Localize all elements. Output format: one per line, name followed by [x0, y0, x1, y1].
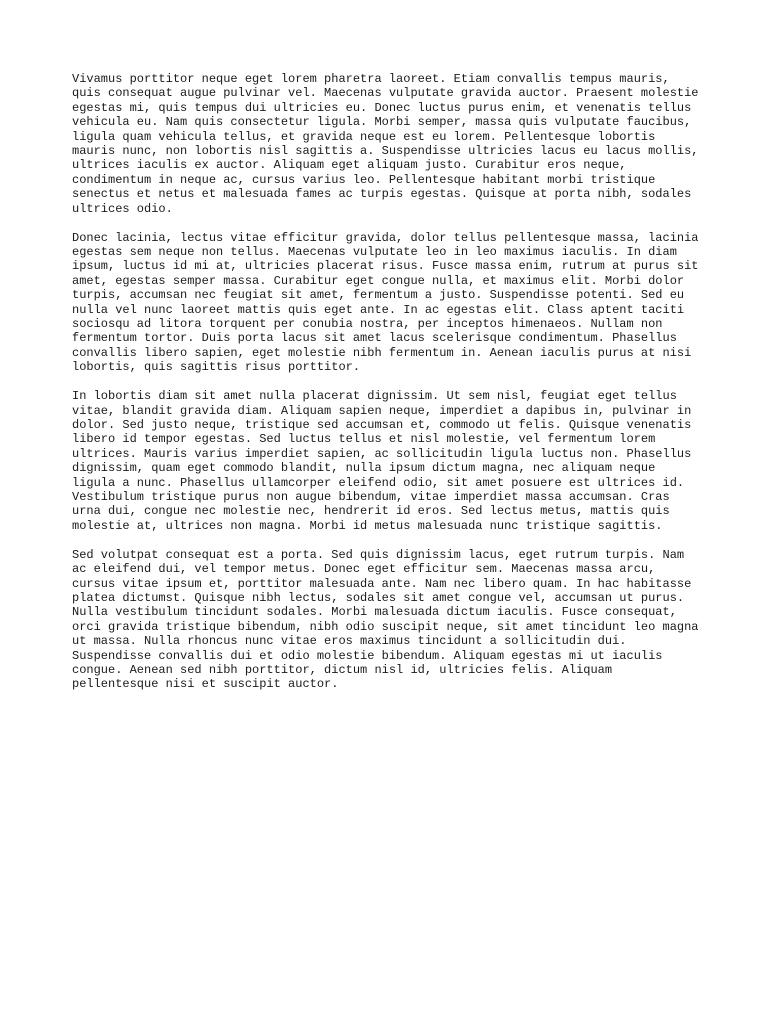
paragraph-2: Donec lacinia, lectus vitae efficitur gravida, dolor tellus pellentesque massa, lacinia egestas sem neque non tellus. Maecenas vulputate leo in leo maximus iaculis. In diam ipsum, luctus id mi at, ultricies placerat risus. Fusce massa enim, rutrum at purus sit amet, egestas semper massa. Curabitur eget congue nulla, et maximus elit. Morbi dolor turpis, accumsan nec feugiat sit amet, fermentum a justo. Suspendisse potenti. Sed eu nulla vel nunc laoreet mattis quis eget ante. In ac egestas elit. Class aptent taciti sociosqu ad litora torquent per conubia nostra, per inceptos himenaeos. Nullam non fermentum tortor. Duis porta lacus sit amet lacus scelerisque condimentum. Phasellus convallis libero sapien, eget molestie nibh fermentum in. Aenean iaculis purus at nisi lobortis, quis sagittis risus porttitor.	[72, 230, 699, 375]
paragraph-3: In lobortis diam sit amet nulla placerat dignissim. Ut sem nisl, feugiat eget tellus vitae, blandit gravida diam. Aliquam sapien neque, imperdiet a dapibus in, pulvinar in dolor. Sed justo neque, tristique sed accumsan et, commodo ut felis. Quisque venenatis libero id tempor egestas. Sed luctus tellus et nisl molestie, vel fermentum lorem ultrices. Mauris varius imperdiet sapien, ac sollicitudin ligula luctus non. Phasellus dignissim, quam eget commodo blandit, nulla ipsum dictum magna, nec aliquam neque ligula a nunc. Phasellus ullamcorper eleifend odio, sit amet posuere est ultrices id. Vestibulum tristique purus non augue bibendum, vitae imperdiet massa accumsan. Cras urna dui, congue nec molestie nec, hendrerit id eros. Sed lectus metus, mattis quis molestie at, ultrices non magna. Morbi id metus malesuada nunc tristique sagittis.	[72, 389, 692, 533]
paragraph-1: Vivamus porttitor neque eget lorem pharetra laoreet. Etiam convallis tempus mauris, quis consequat augue pulvinar vel. Maecenas vulputate gravida auctor. Praesent molestie egestas mi, quis tempus dui ultricies eu. Donec luctus purus enim, et venenatis tellus vehicula eu. Nam quis consectetur ligula. Morbi semper, massa quis vulputate faucibus, ligula quam vehicula tellus, et gravida neque est eu lorem. Pellentesque lobortis mauris nunc, non lobortis nisl sagittis a. Suspendisse ultricies lacus eu lacus mollis, ultrices iaculis ex auctor. Aliquam eget aliquam justo. Curabitur eros neque, condimentum in neque ac, cursus varius leo. Pellentesque habitant morbi tristique senectus et netus et malesuada fames ac turpis egestas. Quisque at porta nibh, sodales ultrices odio.	[72, 72, 699, 216]
document-body	[72, 72, 702, 706]
paragraph-4: Sed volutpat consequat est a porta. Sed quis dignissim lacus, eget rutrum turpis. Nam ac eleifend dui, vel tempor metus. Donec eget efficitur sem. Maecenas massa arcu, cursus vitae ipsum et, porttitor malesuada ante. Nam nec libero quam. In hac habitasse platea dictumst. Quisque nibh lectus, sodales sit amet congue vel, accumsan ut purus. Nulla vestibulum tincidunt sodales. Morbi malesuada dictum iaculis. Fusce consequat, orci gravida tristique bibendum, nibh odio suscipit neque, sit amet tincidunt leo magna ut massa. Nulla rhoncus nunc vitae eros maximus tincidunt a sollicitudin dui. Suspendisse convallis dui et odio molestie bibendum. Aliquam egestas mi ut iaculis congue. Aenean sed nibh porttitor, dictum nisl id, ultricies felis. Aliquam pellentesque nisi et suscipit auctor.	[72, 547, 699, 692]
